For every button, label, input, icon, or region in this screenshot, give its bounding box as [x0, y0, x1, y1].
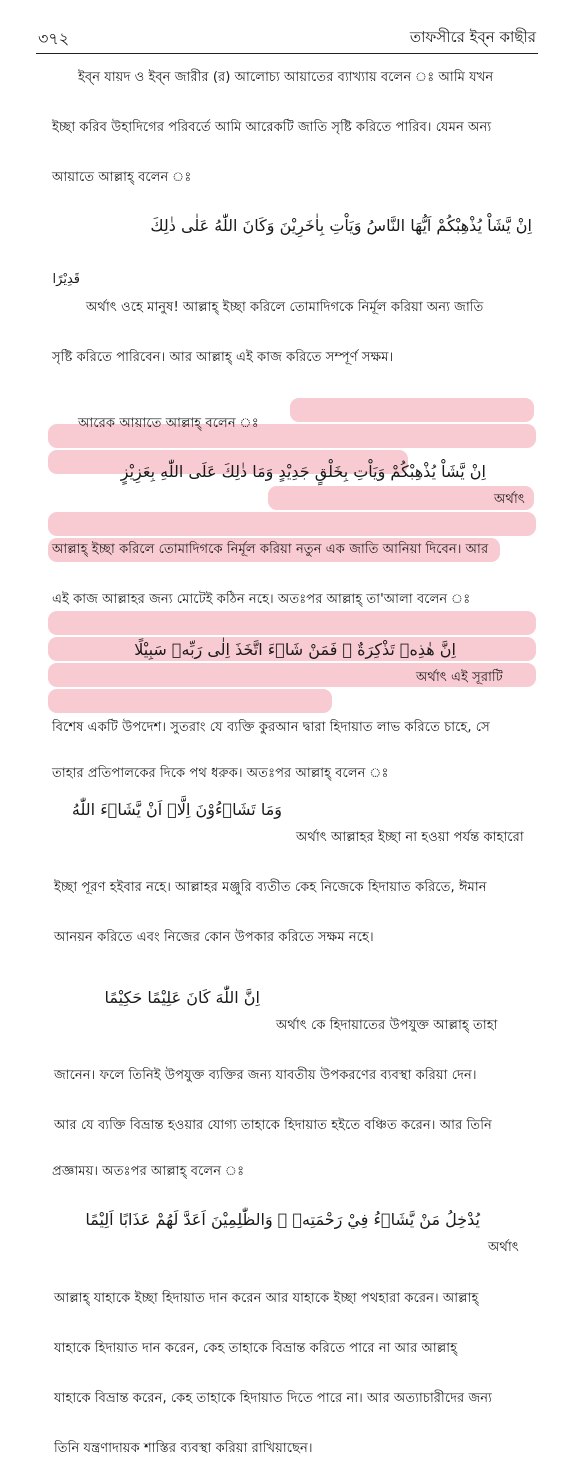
body-line: আর যে ব্যক্তি বিভ্রান্ত হওয়ার যোগ্য তাহাকে হিদায়াত হইতে বঞ্চিত করেন। আর তিনি	[54, 1118, 492, 1133]
body-line: ইব্ন যায়দ ও ইব্ন জারীর (র) আলোচ্য আয়াতের ব্যাখ্যায় বলেন ঃ আমি যখন	[78, 70, 494, 85]
body-line: অর্থাৎ ওহে মানুষ! আল্লাহ্ ইচ্ছা করিলে তোমাদিগকে নির্মূল করিয়া অন্য জাতি	[86, 300, 484, 315]
header-rule	[36, 53, 538, 54]
body-line: অর্থাৎ আল্লাহর ইচ্ছা না হওয়া পর্যন্ত কাহারো	[296, 830, 524, 845]
body-line: আনয়ন করিতে এবং নিজের কোন উপকার করিতে সক্ষম নহে।	[54, 930, 374, 945]
body-line: অর্থাৎ	[488, 1240, 519, 1255]
body-line: আল্লাহ্ যাহাকে ইচ্ছা হিদায়াত দান করেন আর যাহাকে ইচ্ছা পথহারা করেন। আল্লাহ্	[54, 1291, 479, 1306]
arabic-verse: اِنَّ اللّٰهَ كَانَ عَلِيْمًا حَكِيْمًا	[104, 988, 260, 1007]
highlight-band	[48, 611, 536, 635]
body-line: তাহার প্রতিপালকের দিকে পথ ধরুক। অতঃপর আল্লাহ্ বলেন ঃ	[52, 766, 389, 781]
body-line: আরেক আয়াতে আল্লাহ্ বলেন ঃ	[78, 416, 259, 431]
body-line: যাহাকে হিদায়াত দান করেন, কেহ তাহাকে বিভ্রান্ত করিতে পারে না আর আল্লাহ্	[54, 1341, 458, 1356]
body-line: সৃষ্টি করিতে পারিবেন। আর আল্লাহ্ এই কাজ করিতে সম্পূর্ণ সক্ষম।	[52, 350, 394, 365]
body-line: আয়াতে আল্লাহ্ বলেন ঃ	[52, 170, 192, 185]
body-line: এই কাজ আল্লাহর জন্য মোটেই কঠিন নহে। অতঃপর আল্লাহ্ তা'আলা বলেন ঃ	[52, 592, 471, 607]
body-line: যাহাকে বিভ্রান্ত করেন, কেহ তাহাকে হিদায়াত দিতে পারে না। আর অত্যাচারীদের জন্য	[54, 1391, 492, 1406]
body-line: প্রজ্ঞাময়। অতঃপর আল্লাহ্ বলেন ঃ	[52, 1164, 245, 1179]
body-line: অর্থাৎ কে হিদায়াতের উপযুক্ত আল্লাহ্ তাহা	[276, 1018, 498, 1033]
arabic-verse: قَدِيْرًا	[52, 272, 80, 287]
body-line: জানেন। ফলে তিনিই উপযুক্ত ব্যক্তির জন্য যাবতীয় উপকরণের ব্যবস্থা করিয়া দেন।	[54, 1068, 477, 1083]
body-line: ইচ্ছা করিব উহাদিগের পরিবর্তে আমি আরেকটি জাতি সৃষ্টি করিতে পারিব। যেমন অন্য	[52, 120, 492, 135]
body-line: আল্লাহ্ ইচ্ছা করিলে তোমাদিগকে নির্মূল করিয়া নতুন এক জাতি আনিয়া দিবেন। আর	[52, 542, 489, 557]
running-title: তাফসীরে ইব্ন কাছীর	[409, 28, 536, 46]
page-number: ৩৭২	[38, 29, 70, 48]
arabic-verse: اِنْ يَّشَاْ يُذْهِبْكُمْ وَيَاْتِ بِخَلْقٍ جَدِيْدٍ وَمَا ذٰلِكَ عَلَى اللّٰهِ بِعَزِيْزٍ	[120, 462, 486, 481]
highlight-band	[48, 512, 536, 536]
body-line: বিশেষ একটি উপদেশ। সুতরাং যে ব্যক্তি কুরআন দ্বারা হিদায়াত লাভ করিতে চাহে, সে	[52, 720, 490, 735]
body-line: অর্থাৎ এই সূরাটি	[416, 670, 503, 685]
arabic-verse: اِنْ يَّشَاْ يُذْهِبْكُمْ اَيُّهَا النَّاسُ وَيَاْتِ بِاٰخَرِيْنَ وَكَانَ اللّٰهُ عَلٰى ذٰلِكَ	[150, 216, 532, 235]
body-line: তিনি যন্ত্রণাদায়ক শাস্তির ব্যবস্থা করিয়া রাখিয়াছেন।	[54, 1441, 313, 1456]
arabic-verse: وَمَا تَشَاۤءُوْنَ اِلَّاۤ اَنْ يَّشَاۤءَ اللّٰهُ	[71, 800, 282, 819]
body-line: ইচ্ছা পূরণ হইবার নহে। আল্লাহর মঞ্জুরি ব্যতীত কেহ নিজেকে হিদায়াত করিতে, ঈমান	[54, 880, 487, 895]
body-line: অর্থাৎ	[494, 492, 525, 507]
arabic-verse: يُدْخِلُ مَنْ يَّشَاۤءُ فِيْ رَحْمَتِهٖ ۗ وَالظّٰلِمِيْنَ اَعَدَّ لَهُمْ عَذَابًا اَلِيْمًا	[85, 1210, 480, 1229]
arabic-verse: اِنَّ هٰذِهٖ تَذْكِرَةٌ ۚ فَمَنْ شَاۤءَ اتَّخَذَ اِلٰى رَبِّهٖ سَبِيْلًا	[134, 640, 456, 659]
highlight-band	[48, 689, 332, 713]
